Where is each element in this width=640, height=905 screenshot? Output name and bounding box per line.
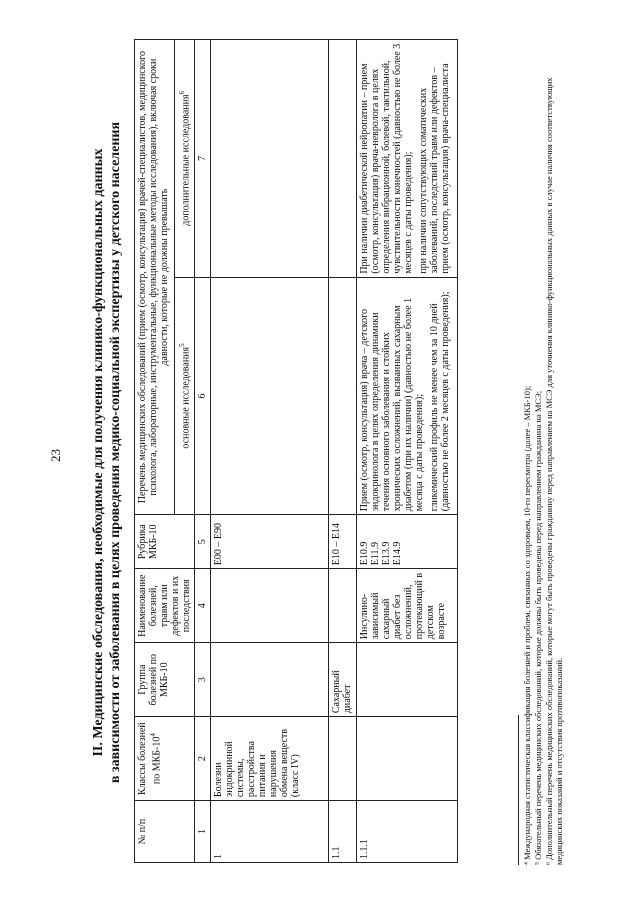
header-rubric: Рубрика МКБ-10 [135, 515, 195, 569]
row-additional [329, 40, 357, 278]
header-row [135, 40, 175, 863]
col-number: 2 [195, 717, 211, 801]
footnote-5: ⁵ Обязательный перечень медицинских обследований, которые должны быть проведены перед направлением гражданина на МСЭ; [533, 390, 543, 865]
footnote-ref-5: 5 [177, 343, 186, 347]
col-number: 5 [195, 515, 211, 569]
row-name [211, 569, 329, 643]
footnote-divider [518, 715, 519, 865]
row-basic [329, 277, 357, 515]
row-group [211, 643, 329, 717]
row-rubric: E10.9 E11.9 E13.9 E14.9 [357, 515, 458, 569]
row-rubric: E10 – E14 [329, 515, 357, 569]
row-class [357, 717, 458, 801]
row-class: Болезни эндокринной системы, расстройства питания и нарушения обмена веществ (класс IV) [211, 717, 329, 801]
header-classes: Классы болезней по МКБ-$10^4$ [135, 717, 195, 801]
basic-exam-item: гликемический профиль не менее чем за 10 дней (давностью не более 2 месяцев с даты проведения); [429, 291, 451, 512]
row-class [329, 717, 357, 801]
header-additional: дополнительные исследования$^6$ [174, 40, 194, 278]
header-num: № п/п [135, 801, 195, 863]
section-title [90, 40, 124, 865]
col-number: 4 [195, 569, 211, 643]
additional-exam-item: при наличии сопутствующих соматических заболеваний, последствий травм или дефектов – прием (осмотр, консультация) врача-специалиста [418, 63, 451, 274]
row-additional [211, 40, 329, 278]
column-numbers-row [195, 40, 211, 863]
additional-exam-item: При наличии диабетической нейропатии – прием (осмотр, консультация) врача-невролога в целях определения вибрационной, болевой, тактильной, чувствительности конечностей (давностью не более 3 месяцев с даты проведения); [359, 43, 414, 274]
table-row [357, 40, 458, 863]
header-group: Группа болезней по МКБ-10 [135, 643, 195, 717]
header-basic: основные исследования$^5$ [174, 277, 194, 515]
exams-table [134, 39, 458, 863]
footnote-4: ⁴ Международная статистическая классификация болезней и проблем, связанных со здоровьем, 10-го пересмотра (далее – МКБ-10); [522, 385, 532, 865]
row-name: Инсулино-зависимый сахарный диабет без осложнений, протекающий в детском возрасте [357, 569, 458, 643]
row-name [329, 569, 357, 643]
row-num: 1.1.1 [357, 801, 458, 863]
header-name: Наименование болезней, травм или дефектов и их последствия [135, 569, 195, 643]
row-basic [357, 277, 458, 515]
table-row [211, 40, 329, 863]
basic-exam-item: Прием (осмотр, консультация) врача – детского эндокринолога в целях определения динамики течения основного заболевания и стойких хронических осложнений, вызванных сахарным диабетом (при их наличии) (давностью не более 1 месяца с даты проведения); [359, 297, 425, 512]
row-group: Сахарный диабет [329, 643, 357, 717]
row-basic [211, 277, 329, 515]
row-additional [357, 40, 458, 278]
footnote-6: ⁶ Дополнительный перечень медицинских обследований, которые могут быть проведены гражданину перед направлением на МСЭ для уточнения клинико-функциональных данных в случае наличия соответствующих медицинских показаний и отсутствия противопоказаний. [544, 77, 564, 865]
col-number: 6 [195, 277, 211, 515]
row-rubric: E00 – E90 [211, 515, 329, 569]
row-num: 1 [211, 801, 329, 863]
col-number: 7 [195, 40, 211, 278]
title-line-1: II. Медицинские обследования, необходимые для получения клинико-функциональных данных [91, 148, 106, 757]
row-num: 1.1 [329, 801, 357, 863]
table-row [329, 40, 357, 863]
col-number: 1 [195, 801, 211, 863]
header-exams: Перечень медицинских обследований (прием (осмотр, консультация) врачей-специалистов, медицинского психолога, лабораторные, инструментальные, функциональные методы исследования), включая сроки давности, которые не должны превышать [135, 40, 175, 515]
page-number: 23 [48, 449, 63, 462]
footnote-ref-4: 4 [149, 733, 157, 737]
row-group [357, 643, 458, 717]
footnote-ref-6: 6 [177, 90, 186, 95]
title-line-2: в зависимости от заболевания в целях проведения медико-социальной экспертизы у детского населения [108, 121, 123, 784]
col-number: 3 [195, 643, 211, 717]
